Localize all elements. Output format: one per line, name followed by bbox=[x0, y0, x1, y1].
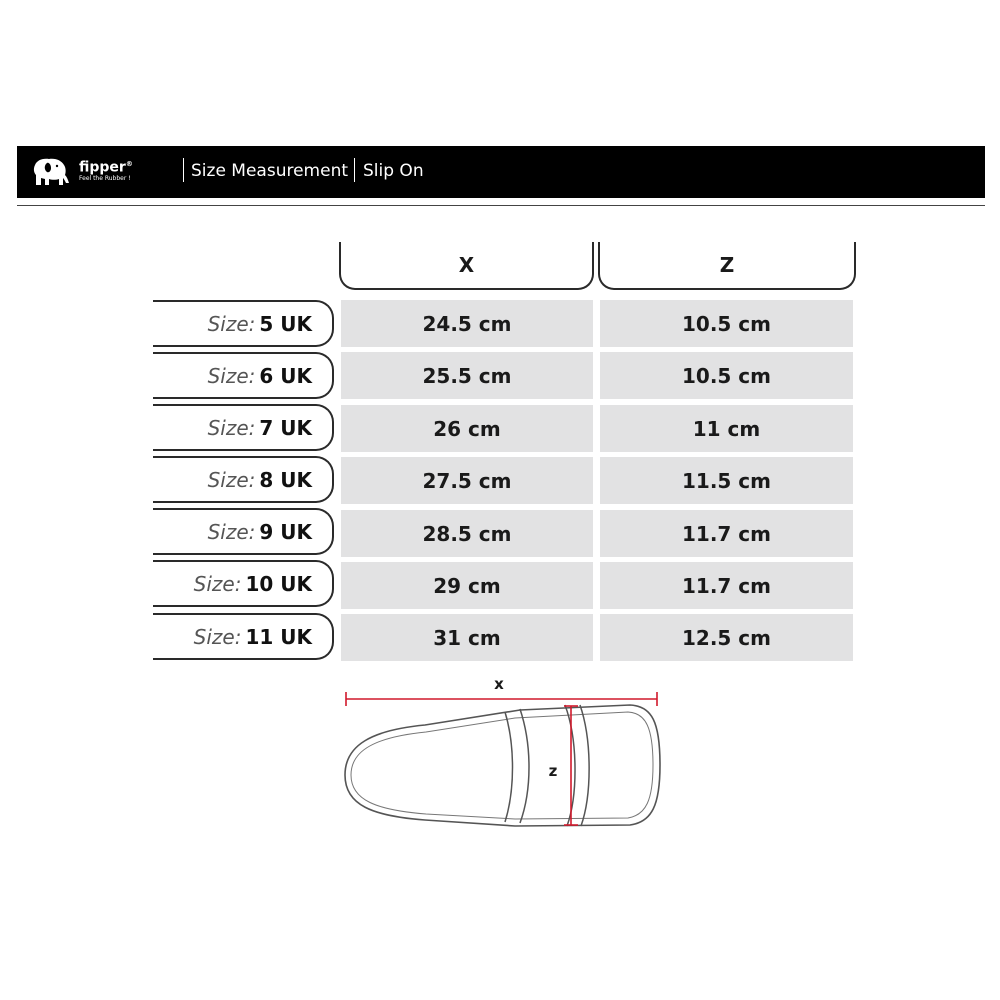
header-separator bbox=[183, 158, 184, 182]
cell-x: 28.5 cm bbox=[341, 510, 593, 557]
size-prefix: Size: bbox=[193, 571, 242, 596]
column-header-z-label: Z bbox=[719, 253, 735, 277]
brand-name bbox=[79, 157, 133, 175]
size-label bbox=[153, 300, 334, 347]
size-label bbox=[153, 560, 334, 607]
cell-x: 24.5 cm bbox=[341, 300, 593, 347]
cell-z: 11.7 cm bbox=[600, 562, 853, 609]
column-header-x-label: X bbox=[458, 253, 475, 277]
size-value: 8 UK bbox=[259, 467, 312, 492]
size-prefix: Size: bbox=[193, 624, 242, 649]
cell-x: 25.5 cm bbox=[341, 352, 593, 399]
slipper-diagram bbox=[330, 670, 670, 840]
brand-text: fipper bbox=[79, 159, 126, 176]
cell-x: 31 cm bbox=[341, 614, 593, 661]
header-bar bbox=[17, 146, 985, 198]
cell-z: 12.5 cm bbox=[600, 614, 853, 661]
column-header-z bbox=[598, 242, 856, 290]
size-value: 11 UK bbox=[245, 624, 312, 649]
header-divider bbox=[17, 205, 985, 206]
cell-z: 10.5 cm bbox=[600, 300, 853, 347]
cell-z: 11 cm bbox=[600, 405, 853, 452]
size-value: 10 UK bbox=[245, 571, 312, 596]
sole-outline bbox=[345, 705, 660, 826]
cell-z: 11.5 cm bbox=[600, 457, 853, 504]
size-label bbox=[153, 456, 334, 503]
size-label bbox=[153, 352, 334, 399]
cell-x: 27.5 cm bbox=[341, 457, 593, 504]
cell-x: 26 cm bbox=[341, 405, 593, 452]
page-subtitle: Slip On bbox=[363, 161, 424, 181]
header-separator bbox=[354, 158, 355, 182]
page-title: Size Measurement bbox=[191, 161, 349, 181]
z-measure-label: z bbox=[548, 762, 558, 780]
cell-x: 29 cm bbox=[341, 562, 593, 609]
brand-tagline: Feel the Rubber ! bbox=[79, 175, 131, 182]
size-prefix: Size: bbox=[207, 311, 256, 336]
cell-z: 11.7 cm bbox=[600, 510, 853, 557]
size-value: 6 UK bbox=[259, 363, 312, 388]
size-prefix: Size: bbox=[207, 415, 256, 440]
size-value: 7 UK bbox=[259, 415, 312, 440]
strap-outline bbox=[505, 705, 589, 826]
column-header-x bbox=[339, 242, 594, 290]
elephant-icon bbox=[30, 157, 70, 187]
cell-z: 10.5 cm bbox=[600, 352, 853, 399]
size-value: 9 UK bbox=[259, 519, 312, 544]
size-label bbox=[153, 404, 334, 451]
size-prefix: Size: bbox=[207, 363, 256, 388]
size-label bbox=[153, 508, 334, 555]
size-value: 5 UK bbox=[259, 311, 312, 336]
x-measure-label: x bbox=[494, 675, 504, 693]
size-prefix: Size: bbox=[207, 519, 256, 544]
size-prefix: Size: bbox=[207, 467, 256, 492]
size-label bbox=[153, 613, 334, 660]
footbed-outline bbox=[351, 712, 653, 819]
brand-mark: ® bbox=[125, 160, 133, 168]
